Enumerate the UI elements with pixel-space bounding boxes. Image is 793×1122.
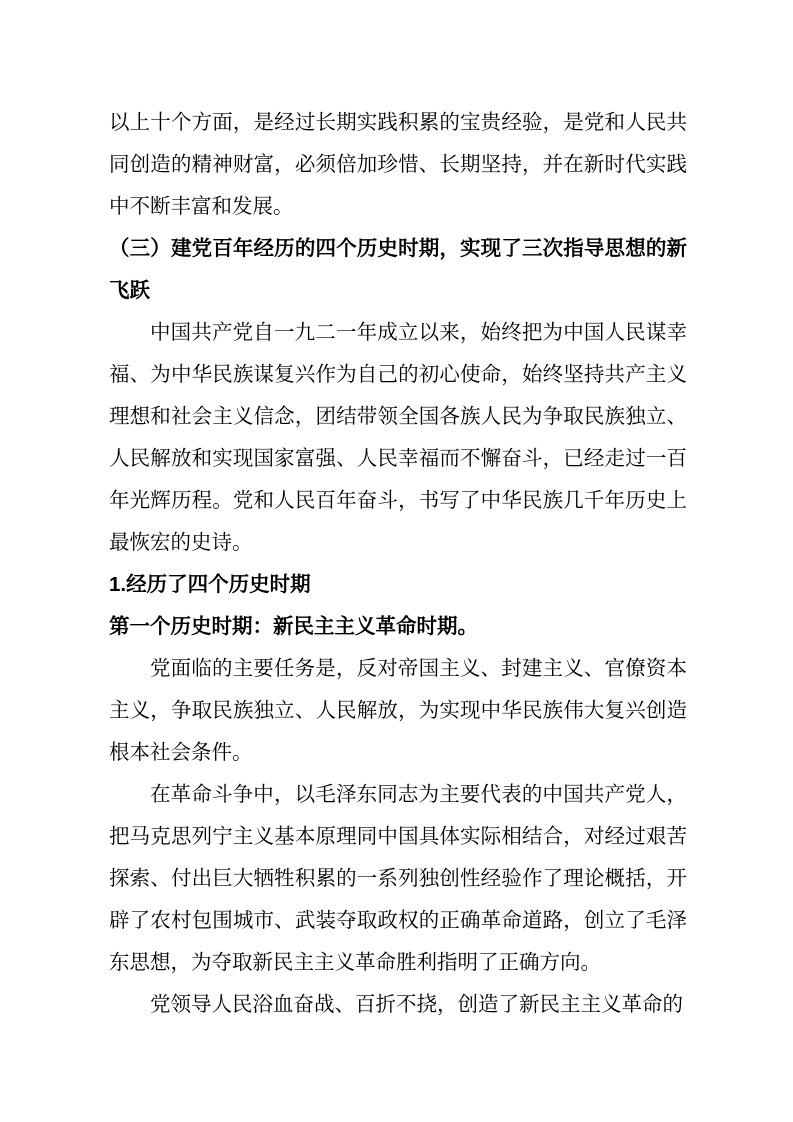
paragraph-party-led-people: 党领导人民浴血奋战、百折不挠，创造了新民主主义革命的: [150, 994, 683, 1016]
paragraph-main-tasks: 党面临的主要任务是，反对帝国主义、封建主义、官僚资本主义，争取民族独立、人民解放，为实现中华民族伟大复兴创造根本社会条件。: [109, 658, 687, 764]
subsection-heading-first-period: 第一个历史时期：新民主主义革命时期。: [109, 615, 478, 638]
subsection-heading-four-periods: 1.经历了四个历史时期: [109, 573, 311, 596]
paragraph-revolutionary-struggle: 在革命斗争中，以毛泽东同志为主要代表的中国共产党人，把马克思列宁主义基本原理同中国具体实际相结合，对经过艰苦探索、付出巨大牺牲积累的一系列独创性经验作了理论概括，开辟了农村包围城市、武装夺取政权的正确革命道路，创立了毛泽东思想，为夺取新民主主义革命胜利指明了正确方向。: [109, 784, 687, 974]
paragraph-ten-aspects-conclusion: 以上十个方面，是经过长期实践积累的宝贵经验，是党和人民共同创造的精神财富，必须倍加珍惜、长期坚持，并在新时代实践中不断丰富和发展。: [109, 112, 687, 218]
document-text-block: [109, 102, 687, 1026]
paragraph-party-founding: 中国共产党自一九二一年成立以来，始终把为中国人民谋幸福、为中华民族谋复兴作为自己的初心使命，始终坚持共产主义理想和社会主义信念，团结带领全国各族人民为争取民族独立、人民解放和实现国家富强、人民幸福而不懈奋斗，已经走过一百年光辉历程。党和人民百年奋斗，书写了中华民族几千年历史上最恢宏的史诗。: [109, 322, 687, 554]
section-heading-three: （三）建党百年经历的四个历史时期，实现了三次指导思想的新飞跃: [109, 237, 687, 302]
